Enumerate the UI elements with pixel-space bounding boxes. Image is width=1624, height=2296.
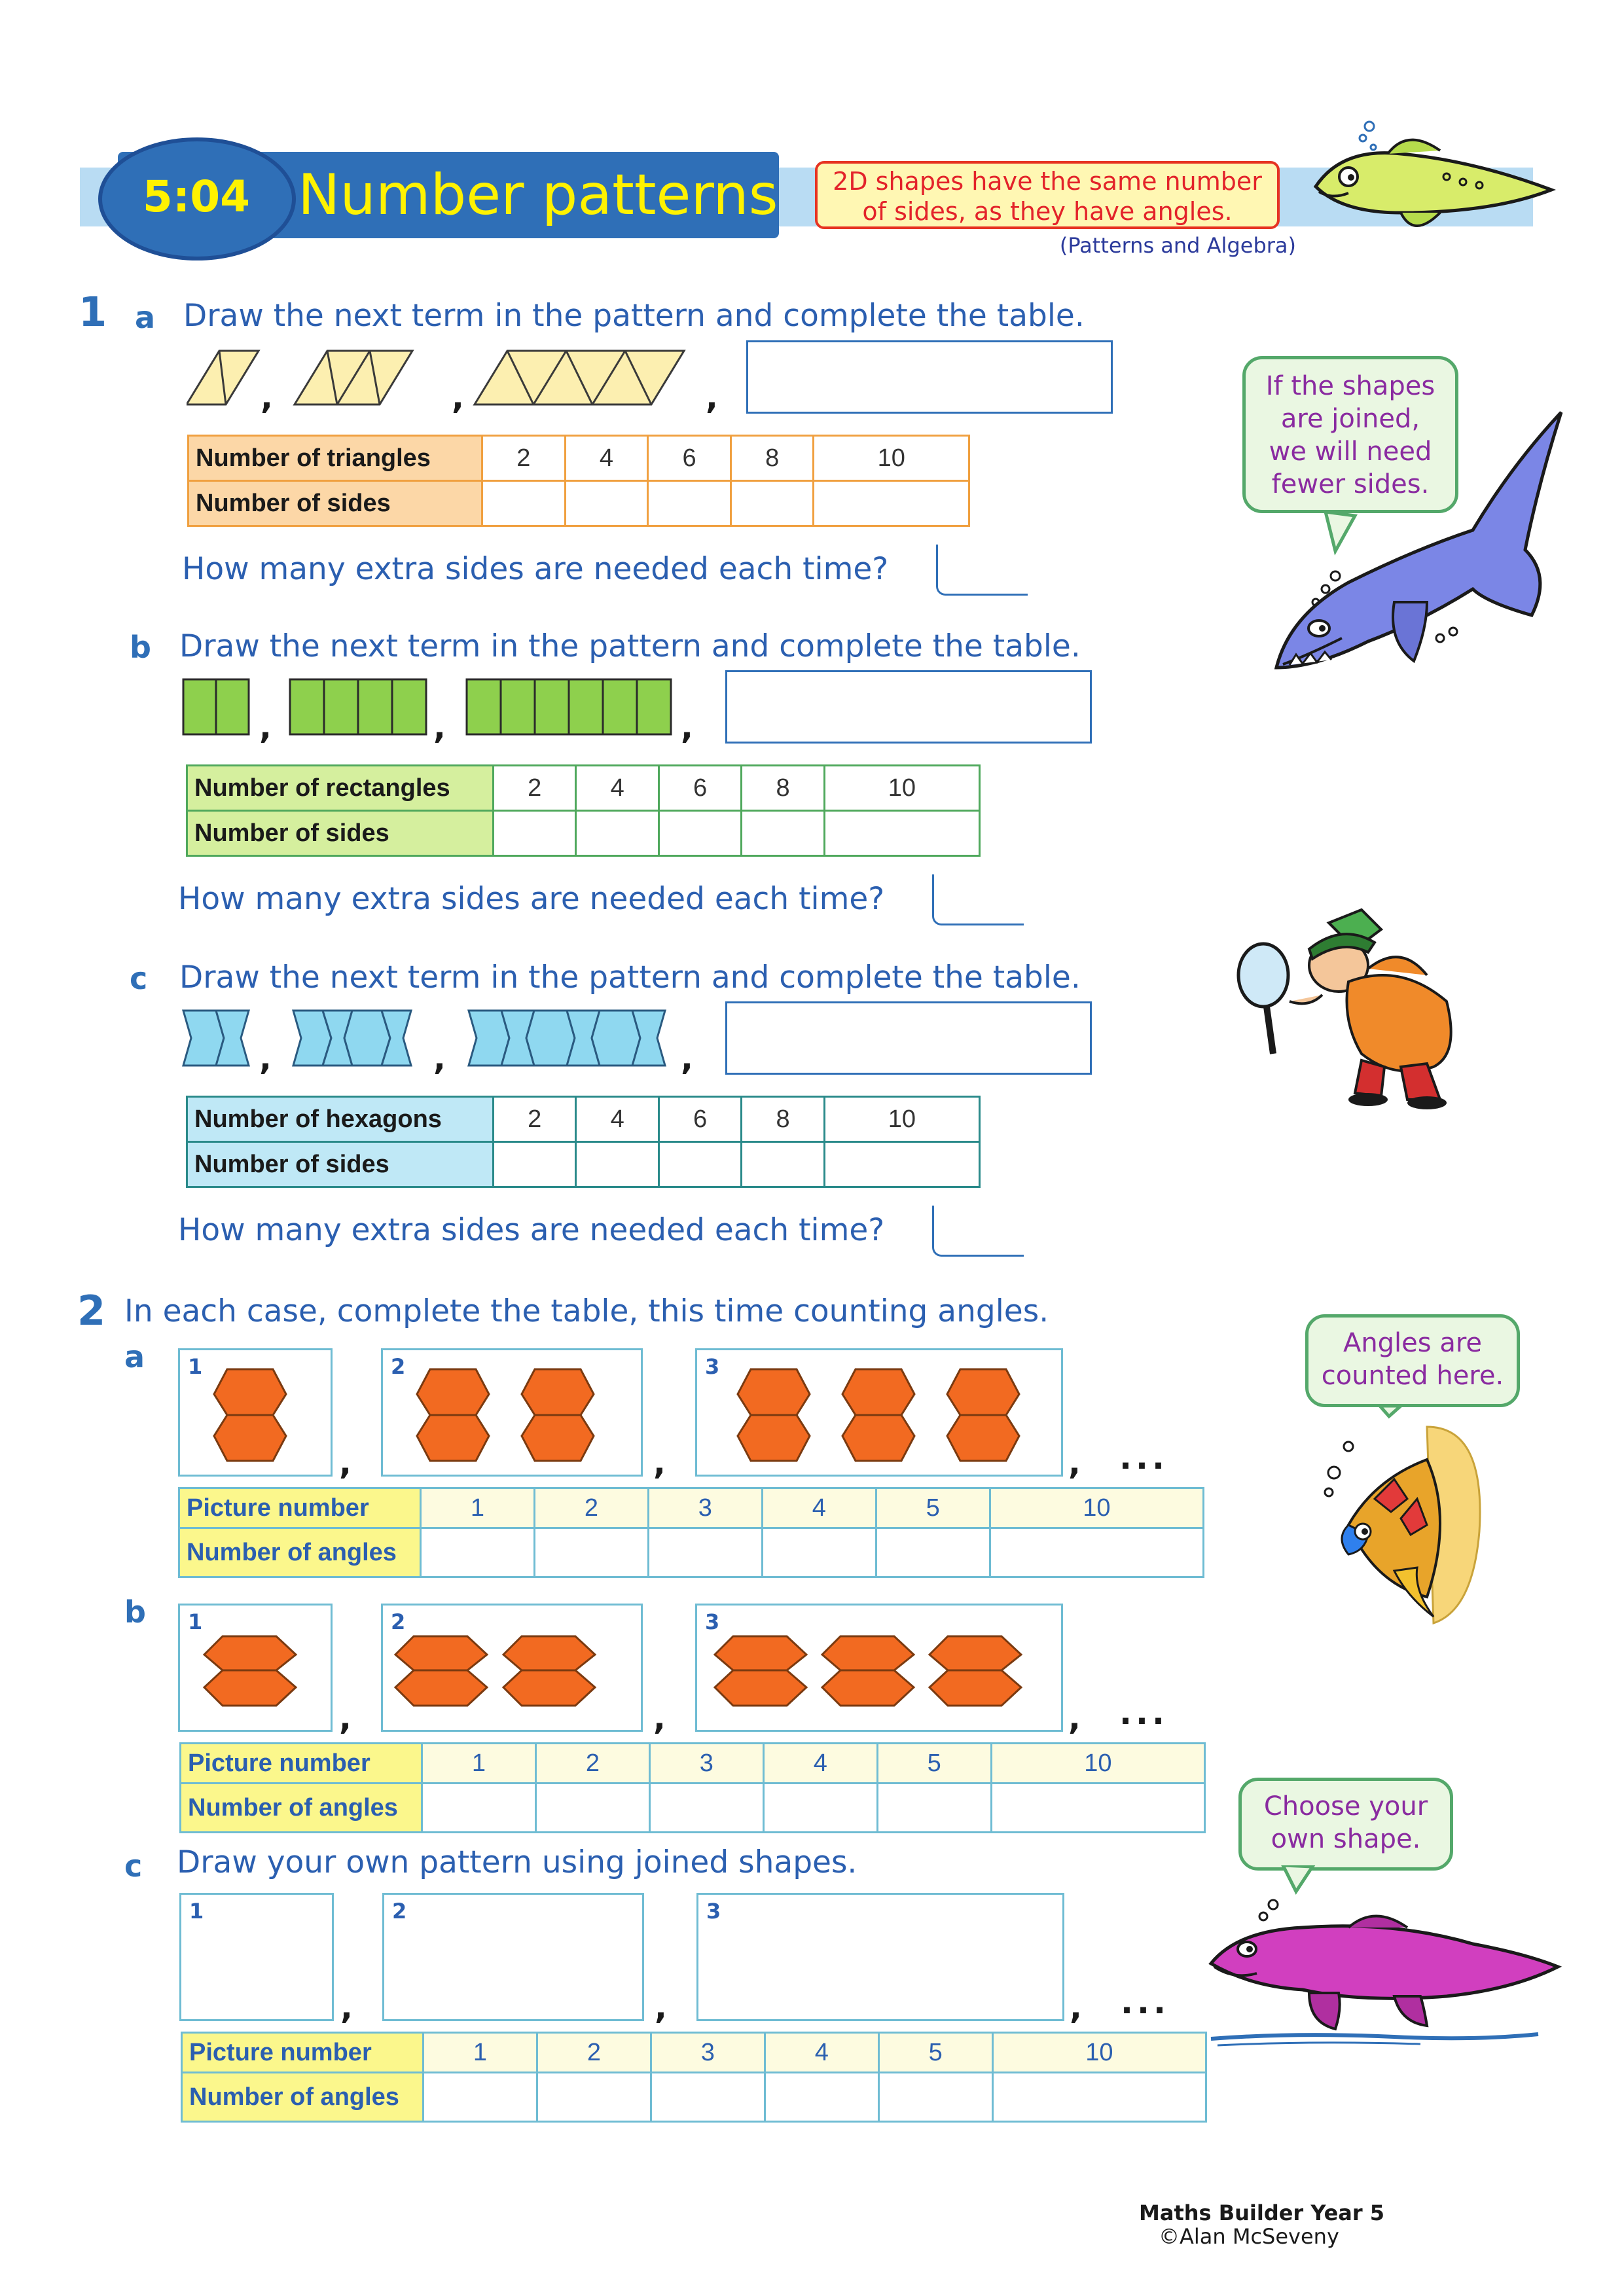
answer-cell[interactable] — [824, 1142, 979, 1187]
comma: , — [259, 1039, 272, 1077]
shark-icon — [1263, 406, 1578, 687]
question-2-number: 2 — [77, 1287, 106, 1335]
frame-number: 3 — [705, 1354, 720, 1379]
q1b-drawing-box[interactable] — [725, 670, 1092, 744]
comma: , — [259, 708, 272, 746]
table-cell: 5 — [877, 1744, 991, 1784]
answer-cell[interactable] — [992, 2073, 1206, 2122]
answer-cell[interactable] — [494, 1142, 576, 1187]
drawing-frame-2[interactable] — [382, 1893, 644, 2021]
q1b-question: How many extra sides are needed each time? — [178, 881, 885, 917]
bubble-line: are joined, — [1280, 404, 1420, 434]
q2b-letter: b — [124, 1594, 146, 1630]
table-row-label: Number of hexagons — [187, 1097, 494, 1142]
ellipsis: ... — [1119, 1439, 1168, 1477]
q1c-answer-field[interactable] — [932, 1206, 1024, 1257]
q1b-instruction: Draw the next term in the pattern and complete the table. — [179, 628, 1081, 664]
q1b-table — [186, 764, 981, 857]
comma: , — [452, 378, 464, 416]
answer-cell[interactable] — [648, 481, 731, 526]
q1c-letter: c — [130, 961, 148, 996]
table-cell: 8 — [742, 1097, 824, 1142]
table-cell: 2 — [494, 1097, 576, 1142]
tadpole-fish-icon — [1303, 115, 1558, 245]
table-row-label: Number of angles — [179, 1528, 421, 1577]
table-row-label: Number of angles — [181, 1784, 422, 1833]
joined-octagons-b — [178, 1604, 1068, 1734]
bubble-line: fewer sides. — [1271, 469, 1430, 499]
q1c-question: How many extra sides are needed each time? — [178, 1212, 885, 1248]
table-cell: 10 — [824, 766, 979, 811]
table-cell: 5 — [878, 2033, 992, 2073]
table-cell: 2 — [535, 1744, 649, 1784]
answer-cell[interactable] — [659, 1142, 741, 1187]
angelfish-icon — [1303, 1401, 1499, 1636]
lizard-fish-icon — [1198, 1865, 1564, 2055]
bubble-line: Angles are — [1343, 1328, 1483, 1358]
hint-box — [815, 161, 1280, 229]
bubble-line: If the shapes — [1265, 371, 1435, 401]
hint-line-1: 2D shapes have the same number — [833, 167, 1262, 196]
table-cell: 2 — [537, 2033, 651, 2073]
bubble-line: own shape. — [1271, 1824, 1421, 1854]
frame-number: 1 — [188, 1609, 203, 1634]
table-cell: 10 — [990, 1488, 1203, 1528]
answer-cell[interactable] — [878, 2073, 992, 2122]
table-cell: 3 — [651, 2033, 765, 2073]
answer-cell[interactable] — [814, 481, 969, 526]
table-cell: 1 — [421, 1488, 535, 1528]
bubble-line: Choose your — [1263, 1791, 1428, 1821]
frame-number: 1 — [189, 1899, 204, 1924]
comma: , — [339, 1444, 352, 1482]
q2c-letter: c — [124, 1848, 143, 1884]
lesson-code: 5:04 — [142, 171, 251, 222]
frame-number: 1 — [188, 1354, 203, 1379]
answer-cell[interactable] — [534, 1528, 648, 1577]
frame-number: 2 — [392, 1899, 407, 1924]
footer-copyright: ©Alan McSeveny — [1159, 2224, 1339, 2249]
comma: , — [433, 1039, 446, 1077]
q2c-table — [181, 2032, 1207, 2123]
joined-hexagons-a — [178, 1348, 1068, 1479]
answer-cell[interactable] — [762, 1528, 876, 1577]
table-cell: 2 — [534, 1488, 648, 1528]
table-cell: 4 — [763, 1744, 877, 1784]
q1a-answer-field[interactable] — [936, 545, 1028, 596]
frame-number: 3 — [705, 1609, 720, 1634]
fish-speech-bubble — [1305, 1314, 1520, 1407]
ellipsis: ... — [1121, 1983, 1170, 2021]
q2a-table — [178, 1487, 1204, 1578]
answer-cell[interactable] — [742, 811, 824, 856]
q2b-table — [179, 1742, 1206, 1833]
table-row-label: Number of sides — [187, 1142, 494, 1187]
q1b-letter: b — [130, 630, 151, 665]
answer-cell[interactable] — [424, 2073, 537, 2122]
table-cell: 10 — [992, 2033, 1206, 2073]
answer-cell[interactable] — [651, 2073, 765, 2122]
bubble-line: counted here. — [1321, 1361, 1504, 1391]
table-row-label: Number of rectangles — [187, 766, 494, 811]
q2a-letter: a — [124, 1339, 145, 1374]
answer-cell[interactable] — [537, 2073, 651, 2122]
q2-instruction: In each case, complete the table, this time counting angles. — [124, 1293, 1049, 1329]
answer-cell[interactable] — [565, 481, 648, 526]
q1c-drawing-box[interactable] — [725, 1001, 1092, 1075]
table-cell: 2 — [482, 436, 566, 481]
drawing-frame-1[interactable] — [179, 1893, 334, 2021]
answer-cell[interactable] — [482, 481, 566, 526]
frame-number: 2 — [391, 1609, 406, 1634]
table-cell: 4 — [576, 1097, 659, 1142]
table-cell: 2 — [494, 766, 576, 811]
strand-label: (Patterns and Algebra) — [1059, 233, 1296, 258]
footer-book-title: Maths Builder Year 5 — [1139, 2200, 1385, 2225]
table-cell: 8 — [731, 436, 814, 481]
table-cell: 1 — [424, 2033, 537, 2073]
drawing-frame-3[interactable] — [696, 1893, 1064, 2021]
table-row-label: Picture number — [181, 1744, 422, 1784]
answer-cell[interactable] — [494, 811, 576, 856]
answer-cell[interactable] — [763, 1784, 877, 1833]
table-cell: 10 — [824, 1097, 979, 1142]
detective-icon — [1231, 903, 1466, 1113]
comma: , — [681, 708, 693, 746]
comma: , — [1068, 1699, 1081, 1737]
table-row-label: Picture number — [179, 1488, 421, 1528]
q2c-instruction: Draw your own pattern using joined shapes. — [177, 1844, 857, 1880]
comma: , — [1068, 1444, 1081, 1482]
table-row-label: Number of sides — [187, 811, 494, 856]
table-cell: 4 — [576, 766, 659, 811]
q1a-question: How many extra sides are needed each time? — [182, 551, 889, 587]
comma: , — [433, 708, 446, 746]
answer-cell[interactable] — [876, 1528, 990, 1577]
table-cell: 4 — [762, 1488, 876, 1528]
table-cell: 3 — [648, 1488, 762, 1528]
answer-cell[interactable] — [648, 1528, 762, 1577]
lizard-speech-bubble — [1238, 1778, 1453, 1871]
q1c-table — [186, 1096, 981, 1188]
comma: , — [655, 1988, 667, 2026]
comma: , — [261, 378, 273, 416]
table-row-label: Number of sides — [189, 481, 482, 526]
q1a-letter: a — [135, 300, 156, 335]
table-row-label: Number of angles — [182, 2073, 424, 2122]
answer-cell[interactable] — [535, 1784, 649, 1833]
hint-line-2: of sides, as they have angles. — [862, 197, 1233, 226]
frame-number: 2 — [391, 1354, 406, 1379]
q1c-instruction: Draw the next term in the pattern and complete the table. — [179, 960, 1081, 996]
comma: , — [339, 1699, 352, 1737]
bubble-line: we will need — [1269, 437, 1432, 467]
frame-number: 3 — [706, 1899, 721, 1924]
answer-cell[interactable] — [731, 481, 814, 526]
question-1-number: 1 — [79, 288, 107, 336]
comma: , — [681, 1039, 693, 1077]
answer-cell[interactable] — [649, 1784, 763, 1833]
comma: , — [1070, 1988, 1082, 2026]
table-cell: 1 — [422, 1744, 536, 1784]
table-cell: 6 — [659, 1097, 741, 1142]
q1a-table — [187, 435, 970, 527]
table-row-label: Picture number — [182, 2033, 424, 2073]
answer-cell[interactable] — [659, 811, 741, 856]
table-cell: 6 — [648, 436, 731, 481]
ellipsis: ... — [1119, 1694, 1168, 1732]
table-cell: 6 — [659, 766, 741, 811]
page-title: Number patterns — [298, 162, 778, 228]
comma: , — [340, 1988, 353, 2026]
answer-cell[interactable] — [765, 2073, 878, 2122]
answer-cell[interactable] — [421, 1528, 535, 1577]
answer-cell[interactable] — [422, 1784, 536, 1833]
table-cell: 4 — [765, 2033, 878, 2073]
table-cell: 5 — [876, 1488, 990, 1528]
q1a-drawing-box[interactable] — [746, 340, 1113, 414]
comma: , — [706, 378, 718, 416]
comma: , — [653, 1699, 666, 1737]
table-row-label: Number of triangles — [189, 436, 482, 481]
comma: , — [653, 1444, 666, 1482]
answer-cell[interactable] — [824, 811, 979, 856]
table-cell: 10 — [814, 436, 969, 481]
answer-cell[interactable] — [576, 1142, 659, 1187]
table-cell: 4 — [565, 436, 648, 481]
table-cell: 3 — [649, 1744, 763, 1784]
answer-cell[interactable] — [742, 1142, 824, 1187]
answer-cell[interactable] — [877, 1784, 991, 1833]
q1b-answer-field[interactable] — [932, 874, 1024, 925]
answer-cell[interactable] — [990, 1528, 1203, 1577]
table-cell: 10 — [991, 1744, 1204, 1784]
answer-cell[interactable] — [576, 811, 659, 856]
answer-cell[interactable] — [991, 1784, 1204, 1833]
q1a-instruction: Draw the next term in the pattern and complete the table. — [183, 298, 1085, 334]
table-cell: 8 — [742, 766, 824, 811]
